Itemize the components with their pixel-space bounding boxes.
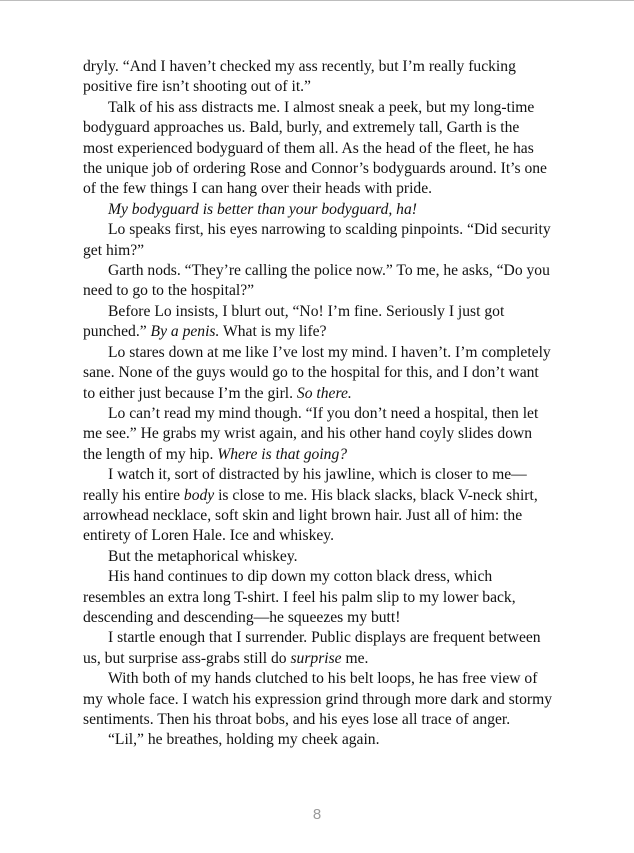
- italic-text-segment: body: [183, 486, 215, 504]
- paragraph: [83, 302, 553, 343]
- text-segment: dryly. “And I haven’t checked my ass recently, but I’m really fucking positive fire isn’t shooting out of it.”: [83, 58, 516, 96]
- text-segment: Lo speaks first, his eyes narrowing to scalding pinpoints. “Did security get him?”: [83, 221, 551, 259]
- paragraph: [83, 465, 553, 547]
- paragraph: [83, 628, 553, 669]
- italic-text-segment: By a penis.: [150, 323, 220, 341]
- paragraph: [83, 98, 553, 200]
- paragraph: [83, 261, 553, 302]
- text-segment: “Lil,” he breathes, holding my cheek again.: [108, 731, 380, 749]
- text-segment: His hand continues to dip down my cotton black dress, which resembles an extra long T-shirt. I feel his palm slip to my lower back, descending and descending—he squeezes my butt!: [83, 568, 516, 626]
- text-segment: is close to me. His black slacks, black V-neck shirt, arrowhead necklace, soft skin and light brown hair. Just all of him: the entirety of Loren Hale. Ice and whiskey.: [83, 486, 538, 545]
- text-segment: Garth nods. “They’re calling the police now.” To me, he asks, “Do you need to go to the hospital?”: [83, 262, 550, 300]
- top-border-line: [0, 0, 634, 1]
- text-segment: Lo stares down at me like I’ve lost my mind. I haven’t. I’m completely sane. None of the guys would go to the hospital for this, and I don’t want to either just because I’m the girl.: [83, 343, 551, 402]
- text-segment: But the metaphorical whiskey.: [108, 547, 298, 565]
- italic-text-segment: surprise: [290, 649, 342, 667]
- italic-text-segment: Where is that going?: [217, 445, 348, 463]
- text-segment: What is my life?: [219, 323, 327, 341]
- paragraph: [83, 567, 553, 628]
- italic-text-segment: So there.: [296, 384, 352, 402]
- italic-text-segment: My bodyguard is better than your bodyguard, ha!: [108, 200, 417, 218]
- page-body-text: [83, 57, 553, 751]
- paragraph: [83, 547, 553, 567]
- text-segment: I startle enough that I surrender. Public displays are frequent between us, but surprise ass-grabs still do: [83, 629, 541, 667]
- text-segment: Before Lo insists, I blurt out, “No! I’m fine. Seriously I just got punched.”: [83, 302, 505, 341]
- paragraph: [83, 57, 553, 98]
- paragraph: [83, 669, 553, 730]
- paragraph: [83, 730, 553, 750]
- page-number: 8: [312, 806, 322, 823]
- text-segment: me.: [341, 649, 369, 667]
- paragraph: [83, 404, 553, 465]
- text-segment: I watch it, sort of distracted by his jawline, which is closer to me—really his entire: [83, 466, 527, 504]
- paragraph: [83, 343, 553, 404]
- text-segment: Lo can’t read my mind though. “If you don’t need a hospital, then let me see.” He grabs my wrist again, and his other hand coyly slides down the length of my hip.: [83, 404, 539, 463]
- paragraph: [83, 220, 553, 261]
- text-segment: Talk of his ass distracts me. I almost sneak a peek, but my long-time bodyguard approaches us. Bald, burly, and extremely tall, Garth is the most experienced bodyguard of them all. As the head of the fleet, he has the unique job of ordering Rose and Connor’s bodyguards around. It’s one of the few things I can hang over their heads with pride.: [83, 98, 547, 198]
- paragraph: [83, 200, 553, 220]
- text-segment: With both of my hands clutched to his belt loops, he has free view of my whole face. I watch his expression grind through more dark and stormy sentiments. Then his throat bobs, and his eyes lose all trace of anger.: [83, 670, 552, 728]
